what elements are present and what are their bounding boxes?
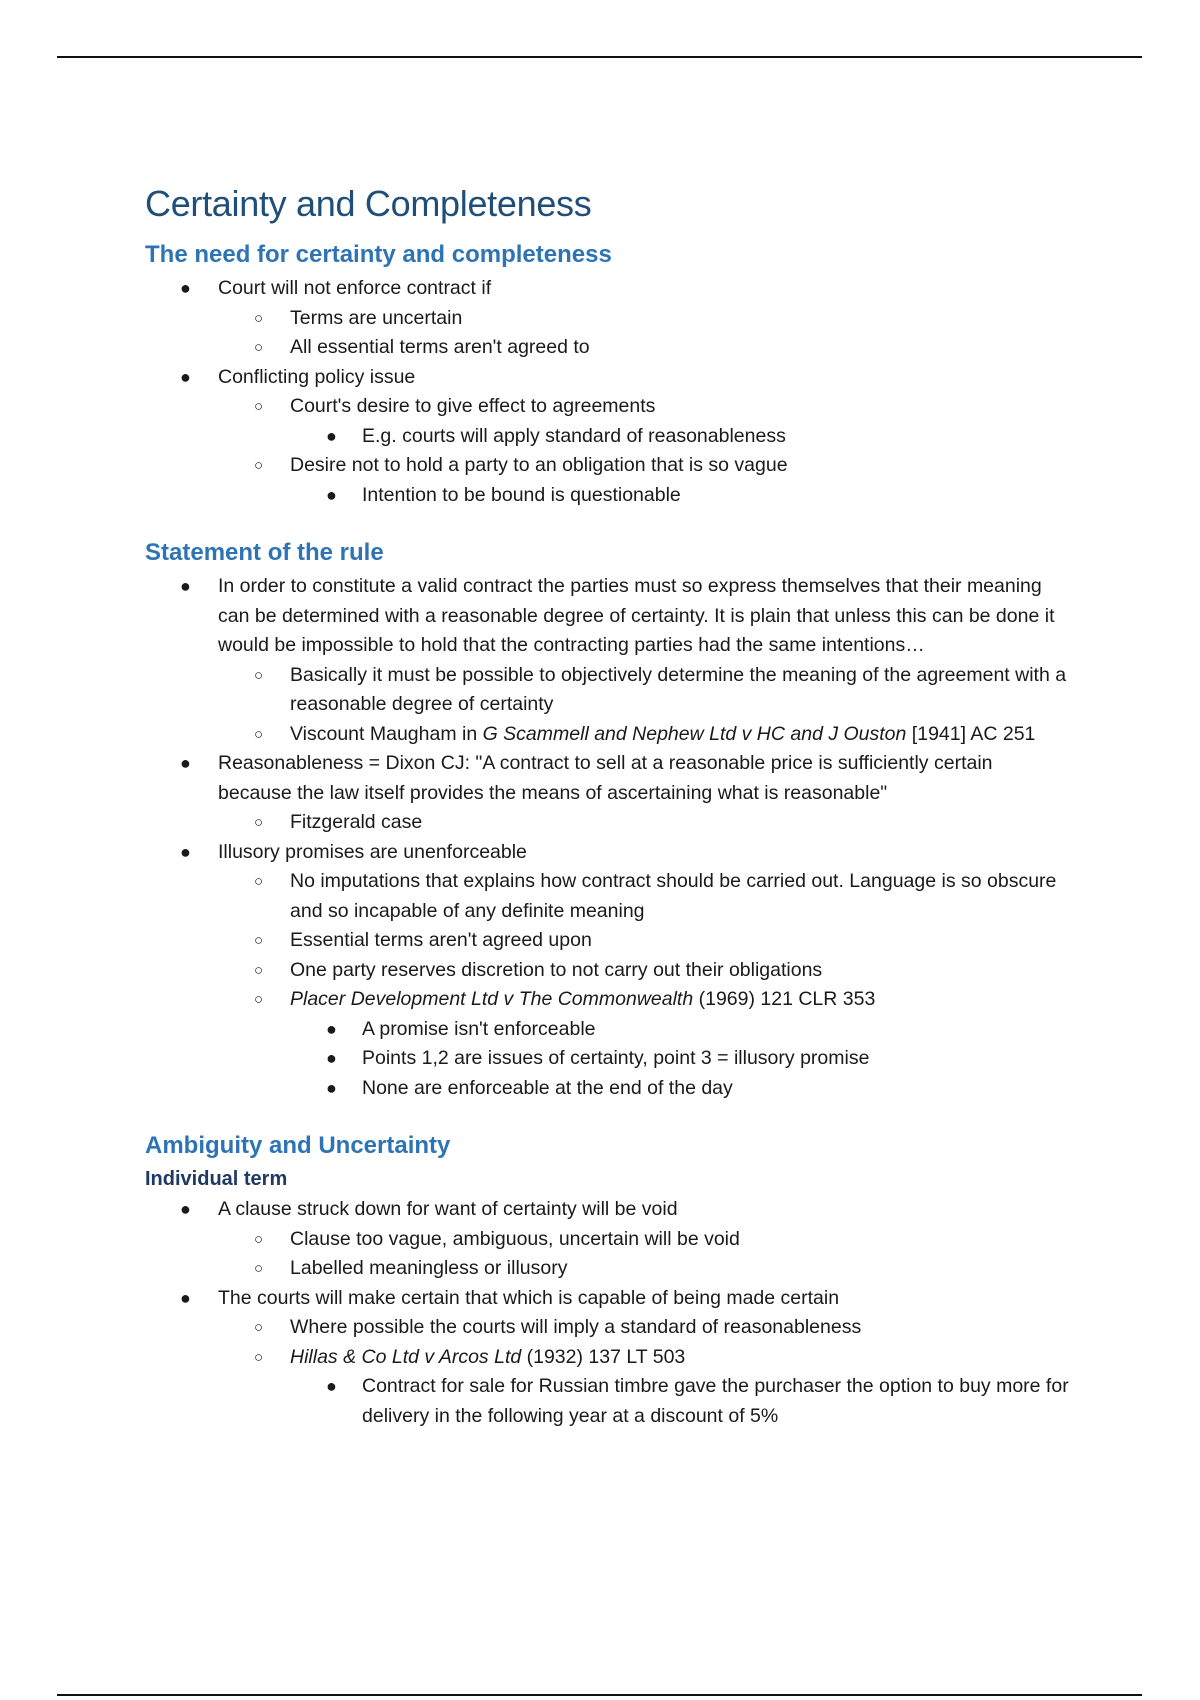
bullet-icon: ●	[326, 425, 337, 446]
bullet-icon: ●	[326, 1077, 337, 1098]
footer-rule	[57, 1694, 1142, 1696]
bullet-icon: ●	[326, 484, 337, 505]
bullet-icon: ●	[180, 841, 191, 862]
case-name: Placer Development Ltd v The Commonwealth	[290, 988, 694, 1010]
circle-bullet-icon: ○	[254, 991, 264, 1008]
header-rule	[57, 56, 1142, 58]
circle-bullet-icon: ○	[254, 1319, 264, 1336]
bullet-icon: ●	[180, 278, 191, 298]
list-item: ○ Viscount Maugham in G Scammell and Nephew Ltd v HC and J Ouston [1941] AC 251	[218, 720, 1070, 750]
list-item: ● Intention to be bound is questionable	[290, 481, 1070, 511]
list-item: ○ One party reserves discretion to not carry out their obligations	[218, 956, 1070, 986]
bullet-icon: ●	[326, 1048, 337, 1068]
list-item: ○ Placer Development Ltd v The Commonwealth (1969) 121 CLR 353 ● A promise isn't enforceable ● Points 1,2 are issues of certainty, point 3 = illusory promise ● None are enforceable at the end of the day	[218, 985, 1070, 1103]
circle-bullet-icon: ○	[254, 814, 264, 831]
list-item: ○ Where possible the courts will imply a standard of reasonableness	[218, 1313, 1070, 1343]
bullet-icon: ●	[326, 1018, 337, 1039]
list-item: ● A promise isn't enforceable	[290, 1015, 1070, 1045]
list-item: ○ Fitzgerald case	[218, 808, 1070, 838]
circle-bullet-icon: ○	[254, 1348, 264, 1366]
list-item: ● A clause struck down for want of certainty will be void ○ Clause too vague, ambiguous, uncertain will be void ○ Labelled meaningless or illusory	[145, 1195, 1070, 1284]
page-title: Certainty and Completeness	[145, 183, 592, 224]
list-item: ● None are enforceable at the end of the day	[290, 1074, 1070, 1104]
circle-bullet-icon: ○	[254, 457, 264, 474]
circle-bullet-icon: ○	[254, 309, 264, 327]
bullet-icon: ●	[180, 366, 191, 387]
section-heading-ambiguity: Ambiguity and Uncertainty	[145, 1132, 451, 1159]
circle-bullet-icon: ○	[254, 961, 264, 979]
list-item: ● Reasonableness = Dixon CJ: "A contract to sell at a reasonable price is sufficiently certain because the law itself provides the means of ascertaining what is reasonable" ○ Fitzgerald case	[145, 749, 1070, 838]
circle-bullet-icon: ○	[254, 398, 264, 415]
bullet-icon: ●	[326, 1376, 337, 1396]
circle-bullet-icon: ○	[254, 932, 264, 949]
list-item: ○ Clause too vague, ambiguous, uncertain will be void	[218, 1225, 1070, 1255]
list-item: ○ Terms are uncertain	[218, 304, 1070, 334]
section-heading-need: The need for certainty and completeness	[145, 241, 612, 268]
section-need-list	[145, 274, 1070, 510]
circle-bullet-icon: ○	[254, 873, 264, 890]
bullet-icon: ●	[180, 753, 191, 773]
circle-bullet-icon: ○	[254, 1260, 264, 1277]
list-item: ● The courts will make certain that which is capable of being made certain ○ Where possible the courts will imply a standard of reasonableness ○ Hillas & Co Ltd v Arcos Ltd (1932) 137 LT 503 ● Contract for sale for Russian timbre gave the purchaser the option to buy more for delivery in the following year at a discount of 5%	[145, 1284, 1070, 1432]
bullet-icon: ●	[180, 1199, 191, 1219]
circle-bullet-icon: ○	[254, 666, 264, 684]
section-heading-rule: Statement of the rule	[145, 539, 384, 566]
circle-bullet-icon: ○	[254, 339, 264, 356]
list-item: ○ Hillas & Co Ltd v Arcos Ltd (1932) 137 LT 503 ● Contract for sale for Russian timbre gave the purchaser the option to buy more for delivery in the following year at a discount of 5%	[218, 1343, 1070, 1432]
case-name: Hillas & Co Ltd v Arcos Ltd	[290, 1345, 522, 1368]
circle-bullet-icon: ○	[254, 725, 264, 743]
list-item: ● Court will not enforce contract if ○ Terms are uncertain ○ All essential terms aren't agreed to	[145, 274, 1070, 363]
bullet-icon: ●	[180, 576, 191, 596]
list-item: ● Conflicting policy issue ○ Court's desire to give effect to agreements ● E.g. courts will apply standard of reasonableness ○ Desire not to hold a party to an obligation that is so vague ● Intention to be bound is questionable	[145, 363, 1070, 511]
list-item: ● In order to constitute a valid contract the parties must so express themselves that their meaning can be determined with a reasonable degree of certainty. It is plain that unless this can be done it would be impossible to hold that the contracting parties had the same intentions… ○ Basically it must be possible to objectively determine the meaning of the agreement with a reasonable degree of certainty ○ Viscount Maugham in G Scammell and Nephew Ltd v HC and J Ouston [1941] AC 251	[145, 572, 1070, 749]
list-item: ○ Basically it must be possible to objectively determine the meaning of the agreement with a reasonable degree of certainty	[218, 661, 1070, 720]
section-ambiguity-list	[145, 1195, 1070, 1431]
list-item: ● E.g. courts will apply standard of reasonableness	[290, 422, 1070, 452]
list-item: ● Points 1,2 are issues of certainty, point 3 = illusory promise	[290, 1044, 1070, 1074]
list-item: ○ No imputations that explains how contract should be carried out. Language is so obscure and so incapable of any definite meaning	[218, 867, 1070, 926]
list-item: ○ Court's desire to give effect to agreements ● E.g. courts will apply standard of reasonableness	[218, 392, 1070, 451]
list-item: ○ All essential terms aren't agreed to	[218, 333, 1070, 363]
list-item: ● Illusory promises are unenforceable ○ No imputations that explains how contract should be carried out. Language is so obscure and so incapable of any definite meaning ○ Essential terms aren't agreed upon ○ One party reserves discretion to not carry out their obligations ○ Placer Development Ltd v The Commonwealth (1969) 121 CLR 353 ● A promise isn't enforceable ● Points 1,2 are issues of certainty, point 3 = illusory promise ● None are enforceable at the end of the day	[145, 838, 1070, 1104]
circle-bullet-icon: ○	[254, 1230, 264, 1248]
list-item: ● Contract for sale for Russian timbre gave the purchaser the option to buy more for delivery in the following year at a discount of 5%	[290, 1372, 1070, 1431]
list-item: ○ Labelled meaningless or illusory	[218, 1254, 1070, 1284]
subheading-individual-term: Individual term	[145, 1168, 288, 1190]
list-item: ○ Essential terms aren't agreed upon	[218, 926, 1070, 956]
case-name: G Scammell and Nephew Ltd v HC and J Ouston	[482, 722, 907, 745]
list-item: ○ Desire not to hold a party to an obligation that is so vague ● Intention to be bound is questionable	[218, 451, 1070, 510]
bullet-icon: ●	[180, 1287, 191, 1308]
section-rule-list	[145, 572, 1070, 1103]
document-page	[145, 182, 1070, 1431]
